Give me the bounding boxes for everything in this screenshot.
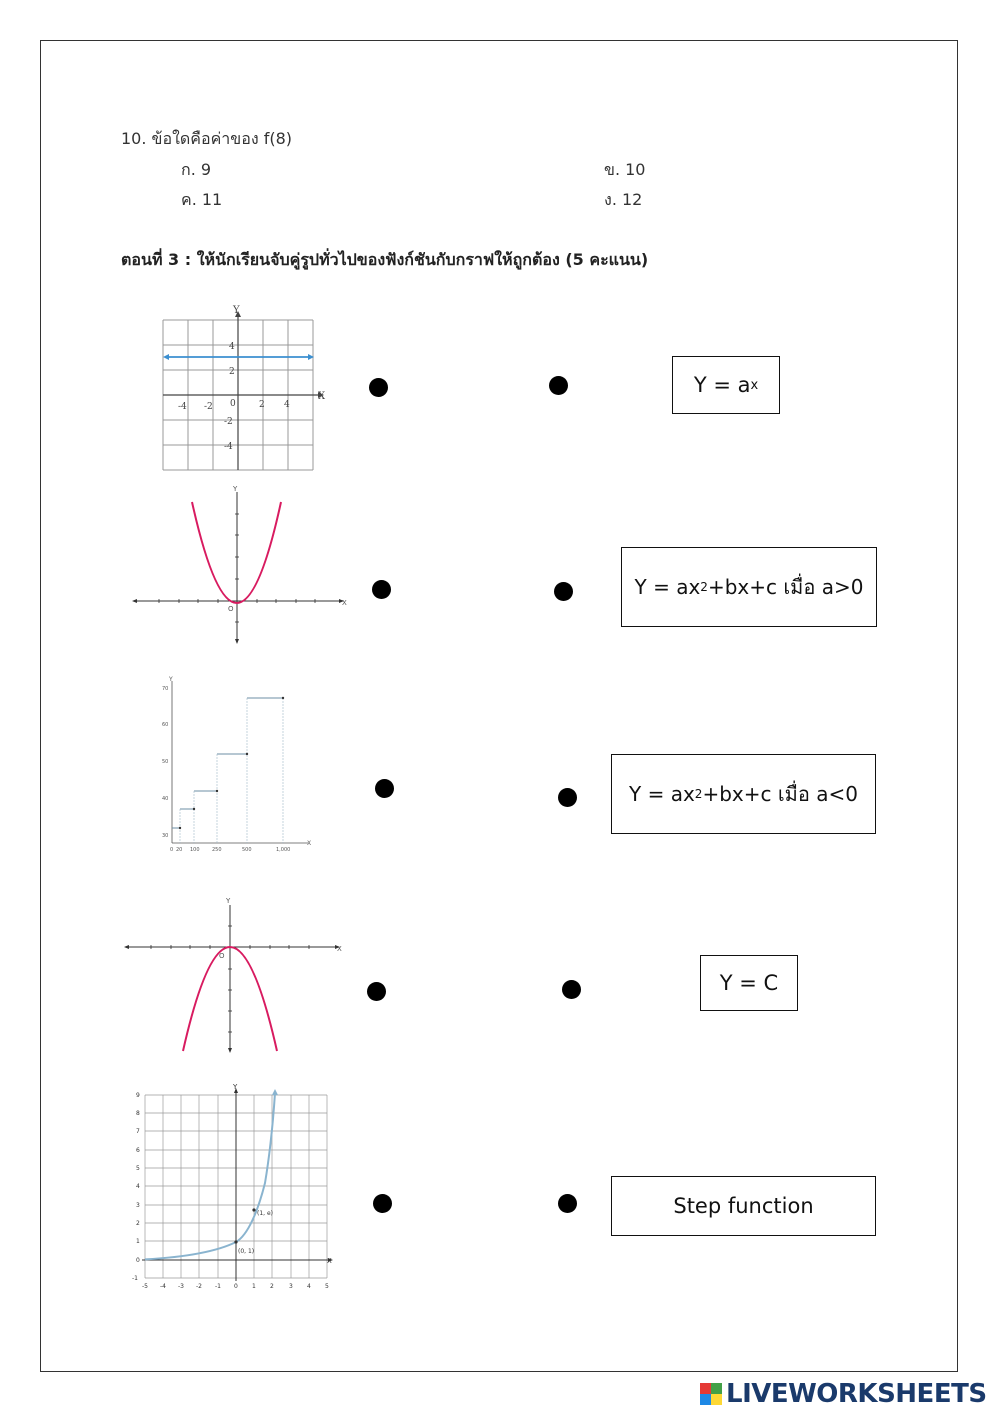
- x-tick: 250: [212, 847, 222, 853]
- x-axis-label: X: [307, 840, 312, 847]
- y-axis-label: Y: [233, 485, 238, 493]
- y-tick: 2: [136, 1220, 140, 1227]
- origin-label: O: [228, 605, 234, 613]
- y-tick: 0: [136, 1257, 140, 1264]
- x-tick: 0: [234, 1283, 238, 1290]
- brand-name: LIVEWORKSHEETS: [726, 1379, 987, 1409]
- answer-text: Y = a: [693, 373, 751, 397]
- graph-exponential: [128, 1083, 338, 1293]
- step-segments: [172, 698, 283, 828]
- y-axis-label: Y: [233, 1083, 238, 1091]
- answer-superscript: 2: [694, 787, 703, 801]
- y-tick: 8: [136, 1110, 140, 1117]
- x-tick: 4: [307, 1283, 311, 1290]
- answer-dot-1[interactable]: [549, 376, 568, 395]
- point-label: (0, 1): [238, 1248, 255, 1255]
- y-tick: 1: [136, 1238, 140, 1245]
- line-arrow-left-icon: [163, 354, 169, 360]
- y-tick: 70: [162, 686, 169, 692]
- y-axis-label: Y: [226, 897, 231, 905]
- y-tick: 30: [162, 833, 169, 839]
- liveworksheets-logo: [700, 1380, 987, 1408]
- curve-arrow-icon: [272, 1089, 278, 1095]
- y-tick: 4: [229, 342, 235, 352]
- y-tick: -4: [224, 442, 233, 452]
- graph-dot-5[interactable]: [373, 1194, 392, 1213]
- x-tick: 20: [176, 847, 183, 853]
- y-tick: 3: [136, 1202, 140, 1209]
- option-d: ง. 12: [604, 190, 643, 209]
- y-tick: 60: [162, 722, 169, 728]
- x-tick: 4: [284, 400, 290, 410]
- x-tick: -3: [178, 1283, 184, 1290]
- x-tick: 3: [289, 1283, 293, 1290]
- answer-box-constant: [700, 955, 798, 1011]
- x-tick: -4: [178, 402, 187, 412]
- answer-text: Y = C: [719, 971, 779, 995]
- y-tick: 50: [162, 759, 169, 765]
- graph-parabola-up: [128, 484, 353, 649]
- answer-dot-5[interactable]: [558, 1194, 577, 1213]
- x-tick: 2: [270, 1283, 274, 1290]
- y-tick: 4: [136, 1183, 140, 1190]
- answer-dot-4[interactable]: [562, 980, 581, 999]
- answer-text-rest: +bx+c เมื่อ a>0: [707, 575, 864, 599]
- x-tick: -4: [160, 1283, 166, 1290]
- answer-superscript: 2: [700, 580, 708, 594]
- step-points: [179, 697, 284, 829]
- y-tick: -2: [224, 417, 233, 427]
- answer-superscript: x: [750, 377, 759, 393]
- x-tick: 1: [252, 1283, 256, 1290]
- y-tick: 2: [229, 367, 235, 377]
- x-axis-label: X: [337, 945, 342, 953]
- answer-dot-2[interactable]: [554, 582, 573, 601]
- option-b: ข. 10: [604, 160, 646, 179]
- y-tick: -1: [132, 1275, 138, 1282]
- answer-dot-3[interactable]: [558, 788, 577, 807]
- x-axis-label: X: [342, 599, 347, 607]
- x-tick: 0: [230, 399, 236, 409]
- x-tick: 5: [325, 1283, 329, 1290]
- y-axis-label: Y: [233, 305, 240, 316]
- graph-parabola-down: [120, 893, 345, 1058]
- point-1-e: [252, 1208, 255, 1211]
- y-tick: 9: [136, 1092, 140, 1099]
- x-tick: -5: [142, 1283, 148, 1290]
- option-a: ก. 9: [181, 160, 212, 179]
- x-tick: 2: [259, 400, 265, 410]
- point-0-1: [234, 1240, 237, 1243]
- graph-dot-1[interactable]: [369, 378, 388, 397]
- y-axis-arrow-icon: [228, 1048, 232, 1053]
- graph-step: [158, 673, 318, 858]
- graph-dot-4[interactable]: [367, 982, 386, 1001]
- answer-text: Step function: [673, 1194, 814, 1218]
- x-tick: 500: [242, 847, 252, 853]
- x-tick: -2: [204, 402, 213, 412]
- graph-dot-3[interactable]: [375, 779, 394, 798]
- point-label: (1, e): [257, 1210, 274, 1217]
- exponential-curve: [145, 1093, 275, 1259]
- x-tick: 1,000: [276, 847, 291, 853]
- part-3-heading: ตอนที่ 3 : ให้นักเรียนจับคู่รูปทั่วไปของฟังก์ชันกับกราฟให้ถูกต้อง (5 คะแนน): [121, 250, 649, 269]
- y-tick: 7: [136, 1128, 140, 1135]
- x-tick: -2: [196, 1283, 202, 1290]
- x-axis-arrow-left-icon: [132, 599, 137, 603]
- graph-dot-2[interactable]: [372, 580, 391, 599]
- x-axis-arrow-left-icon: [124, 945, 129, 949]
- answer-box-step: [611, 1176, 876, 1236]
- y-tick: 6: [136, 1147, 140, 1154]
- answer-text-rest: +bx+c เมื่อ a<0: [702, 782, 858, 806]
- x-axis-label: X: [318, 391, 326, 402]
- x-tick: 100: [190, 847, 200, 853]
- option-c: ค. 11: [181, 190, 223, 209]
- answer-text: Y = ax: [634, 575, 701, 599]
- origin-label: O: [219, 952, 225, 960]
- answer-box-parabola-up: [621, 547, 877, 627]
- graph-constant: [158, 303, 333, 475]
- question-title: 10. ข้อใดคือค่าของ f(8): [121, 129, 293, 148]
- x-tick: 0: [170, 847, 174, 853]
- logo-icon: [700, 1383, 722, 1405]
- x-tick: -1: [215, 1283, 221, 1290]
- y-tick: 40: [162, 796, 169, 802]
- answer-box-exponential: [672, 356, 780, 414]
- x-axis-label: X: [327, 1257, 332, 1265]
- answer-text: Y = ax: [629, 782, 695, 806]
- y-tick: 5: [136, 1165, 140, 1172]
- y-axis-label: Y: [169, 676, 173, 683]
- step-dropdown-lines: [180, 698, 283, 843]
- y-axis-arrow-icon: [235, 639, 239, 644]
- answer-box-parabola-down: [611, 754, 876, 834]
